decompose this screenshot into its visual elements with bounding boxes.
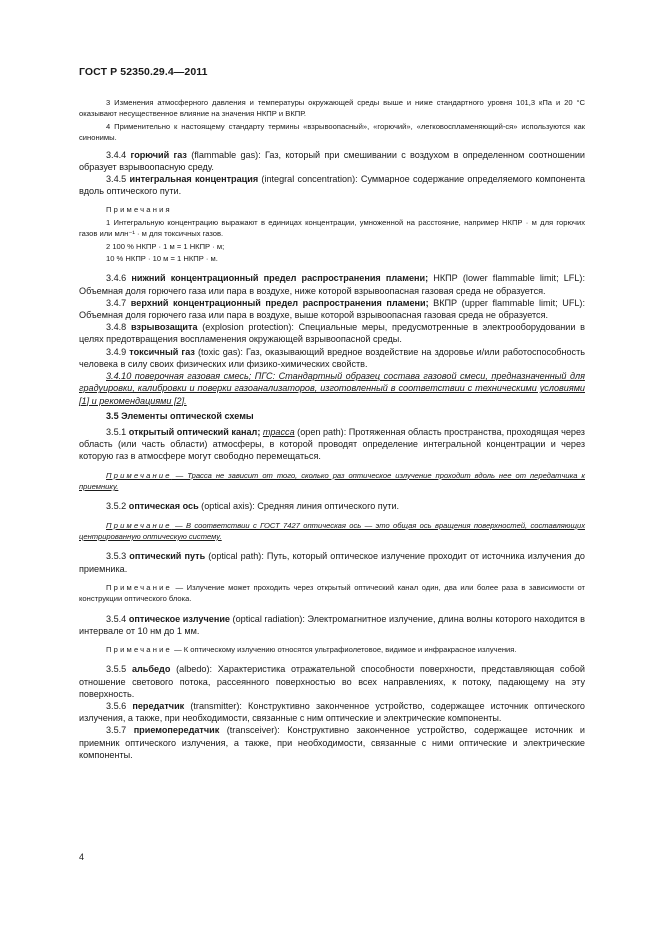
note-3-5-4: Примечание — К оптическому излучению относятся ультрафиолетовое, видимое и инфракрасное излучения. <box>106 644 517 654</box>
note-3: 3 Изменения атмосферного давления и температуры окружающей среды выше и ниже стандартного уровня 101,3 кПа и 20 °С оказывают несущественное влияние на значения НКПР и ВКПР. <box>79 98 585 119</box>
page-header: ГОСТ Р 52350.29.4—2011 <box>79 66 208 78</box>
term-3-5-1: 3.5.1 открытый оптический канал; трасса (open path): Протяженная область пространства, проходящая через область (или часть области) атмосферы, в которой проводят определение интегральной концентрации и через которую газ в атмосфере могут свободно перемещаться. <box>79 426 585 462</box>
term-3-4-5: 3.4.5 интегральная концентрация (integral concentration): Суммарное содержание определяемого компонента вдоль оптического пути. <box>79 174 586 197</box>
term-3-4-4: 3.4.4 горючий газ (flammable gas): Газ, который при смешивании с воздухом в определенном соотношении образует взрывоопасную среду. <box>79 149 585 172</box>
note-integral-2b: 10 % НКПР · 10 м = 1 НКПР · м. <box>106 254 218 264</box>
term-3-5-5: 3.5.5 альбедо (albedo): Характеристика отражательной способности поверхности, представляющая собой отношение светового потока, рассеянного поверхностью во всех направлениях, к потоку, падающему на эту поверхность. <box>79 664 585 699</box>
note-integral-2a: 2 100 % НКПР · 1 м = 1 НКПР · м; <box>106 241 225 251</box>
page-number: 4 <box>79 852 85 862</box>
term-3-4-9: 3.4.9 токсичный газ (toxic gas): Газ, оказывающий вредное воздействие на здоровье и/или работоспособность человека в силу своих физических или физико-химических свойств. <box>79 346 585 369</box>
note-4: 4 Применительно к настоящему стандарту термины «взрывоопасный», «горючий», «легковоспламеняющий-ся» используются как синонимы. <box>79 121 585 143</box>
note-3-5-3: Примечание — Излучение может проходить через открытый оптический канал один, два или более раза в зависимости от конструкции оптического блока. <box>79 582 585 604</box>
term-3-4-8: 3.4.8 взрывозащита (explosion protection): Специальные меры, предусмотренные в электрооборудовании в целях предотвращения воспламенения окружающей взрывоопасной среды. <box>79 322 586 345</box>
term-3-5-2: 3.5.2 оптическая ось (optical axis): Средняя линия оптического пути. <box>106 501 400 512</box>
term-3-5-7: 3.5.7 приемопередатчик (transceiver): Конструктивно законченное устройство, содержащее источник и приемник оптического излучения, а также, при необходимости, связанные с ними оптические и электрические компоненты. <box>79 725 586 760</box>
note-integral-1: 1 Интегральную концентрацию выражают в единицах концентрации, умноженной на расстояние, например НКПР · м для горючих газов или млн⁻¹ · м для токсичных газов. <box>79 217 585 239</box>
term-3-4-10: 3.4.10 поверочная газовая смесь; ПГС: Стандартный образец состава газовой смеси, предназначенный для градуировки, калибровки и поверки газоанализаторов, изготовленный в соответствии с техническими условиями [1] и рекомендациями [2]. <box>79 371 585 406</box>
note-3-5-2: Примечание — В соответствии с ГОСТ 7427 оптическая ось — это общая ось вращения поверхностей, составляющих центрированную оптическую систему. <box>79 520 585 541</box>
section-3-5-title: 3.5 Элементы оптической схемы <box>106 410 254 421</box>
notes-title: Примечания <box>106 205 172 215</box>
term-3-5-4: 3.5.4 оптическое излучение (optical radiation): Электромагнитное излучение, длина волны которого находится в интервале от 10 нм до 1 мм. <box>79 613 586 636</box>
term-3-5-6: 3.5.6 передатчик (transmitter): Конструктивно законченное устройство, содержащее источник оптического излучения, а также, при необходимости, связанные с ним оптические и электрические компоненты. <box>79 700 585 724</box>
note-3-5-1: Примечание — Трасса не зависит от того, сколько раз оптическое излучение проходит вдоль нее от передатчика к приемнику. <box>79 470 585 491</box>
term-3-4-6: 3.4.6 нижний концентрационный предел распространения пламени; НКПР (lower flammable limit; LFL): Объемная доля горючего газа или пара в воздухе, ниже которой взрывоопасная газовая среда не образуется. <box>79 273 585 296</box>
page-content <box>79 97 585 761</box>
term-3-4-7: 3.4.7 верхний концентрационный предел распространения пламени; ВКПР (upper flammable limit; UFL): Объемная доля горючего газа или пара в воздухе, выше которой взрывоопасная газовая среда не образуется. <box>79 297 585 321</box>
term-3-5-3: 3.5.3 оптический путь (optical path): Путь, который оптическое излучение проходит от источника излучения до приемника. <box>79 551 585 574</box>
